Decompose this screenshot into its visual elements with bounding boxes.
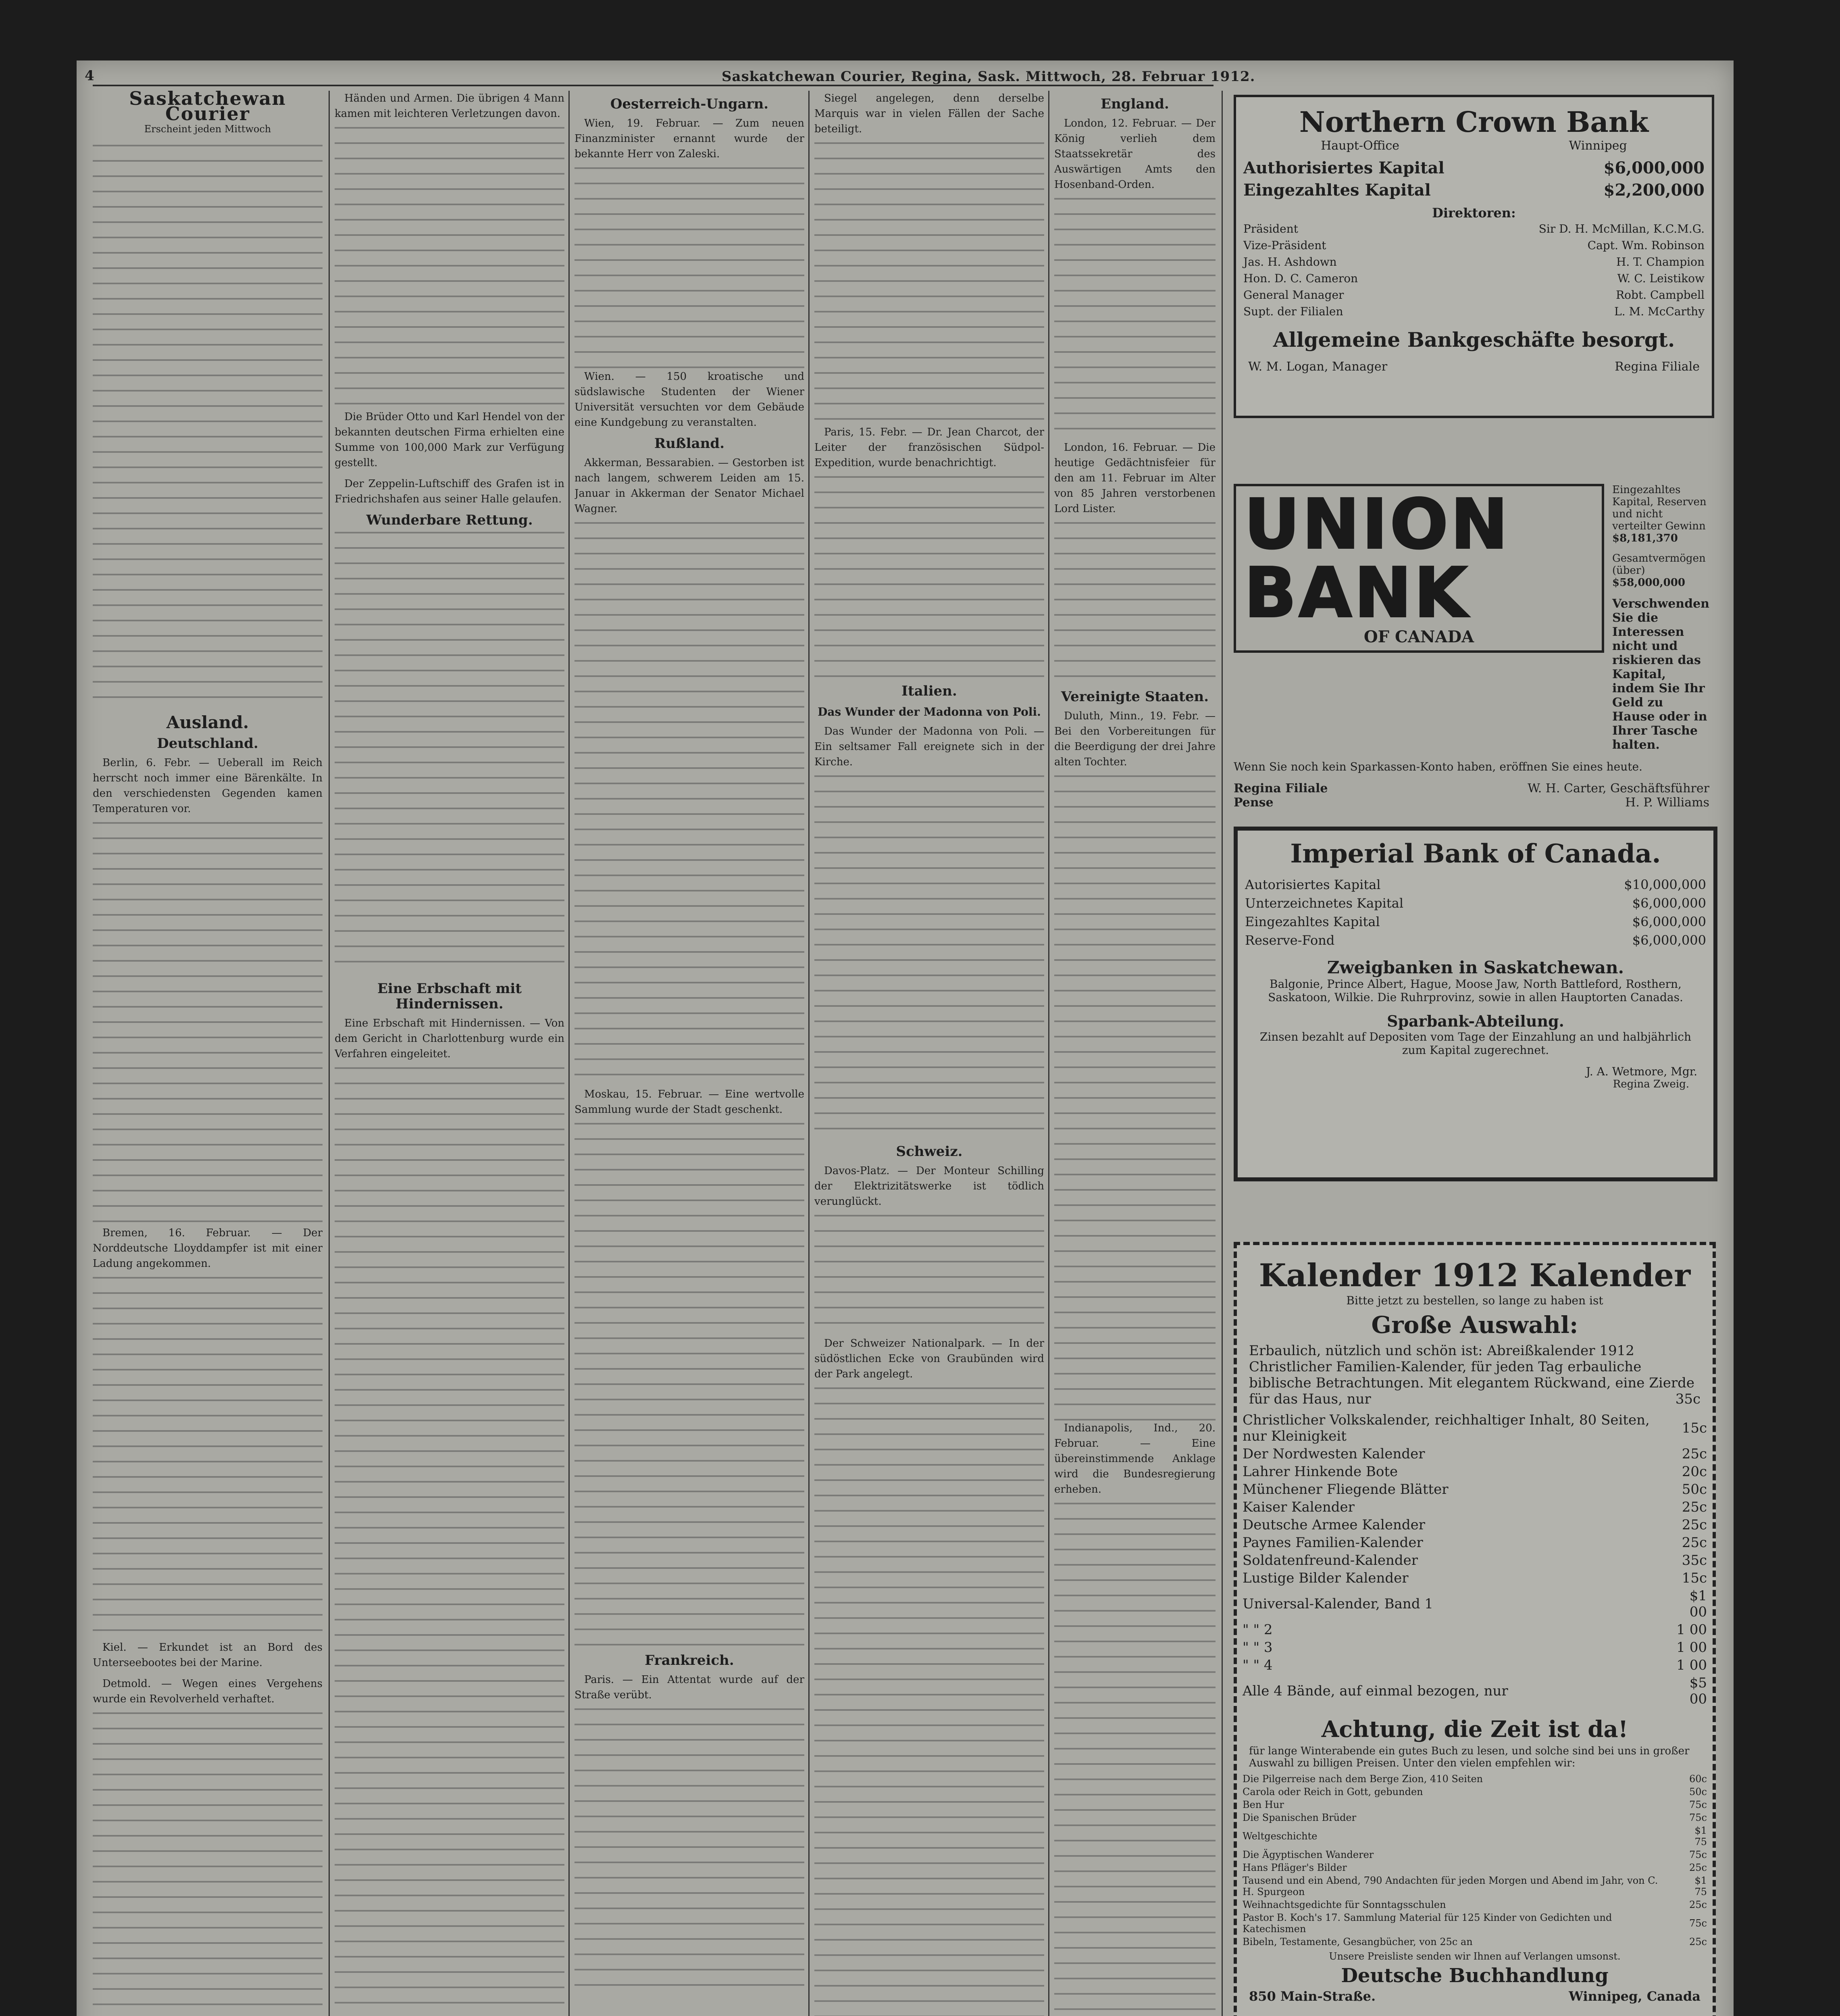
- text-block: [1054, 522, 1216, 683]
- item-name: Lahrer Hinkende Bote: [1243, 1464, 1398, 1480]
- item-name: Der Nordwesten Kalender: [1243, 1446, 1425, 1462]
- book-name: Tausend und ein Abend, 790 Andachten für jeden Morgen und Abend im Jahr, von C. H. Spurgeon: [1243, 1875, 1658, 1897]
- section-heading: Vereinigte Staaten.: [1061, 689, 1209, 705]
- item-name: Christlicher Volkskalender, reichhaltiger Inhalt, 80 Seiten, nur Kleinigkeit: [1243, 1412, 1650, 1444]
- union-top: [1234, 484, 1709, 752]
- paper-subtitle: Erscheint jeden Mittwoch: [144, 123, 271, 135]
- calendar-price-list: [1237, 1411, 1713, 1708]
- capital-label: Eingezahltes Kapital: [1243, 181, 1431, 200]
- table-row: [1237, 1772, 1713, 1785]
- item-price: 25c: [1682, 1499, 1707, 1515]
- bank-name: Imperial Bank of Canada.: [1290, 839, 1661, 869]
- union-branch-2: [1234, 796, 1709, 810]
- item-price: 35c: [1682, 1552, 1707, 1568]
- branch: Regina Filiale: [1615, 360, 1700, 374]
- ad-kalender: [1234, 1242, 1716, 2016]
- table-row: [1237, 1798, 1713, 1811]
- section-heading: Ausland.: [166, 712, 249, 732]
- capital-table: [1236, 157, 1712, 201]
- article-paragraph: Akkerman, Bessarabien. — Gestorben ist nach langem, schwerem Leiden am 15. Januar in Akkerman der Senator Michael Wagner.: [574, 457, 804, 515]
- branch-manager: W. H. Carter, Geschäftsführer: [1528, 781, 1709, 796]
- item-price: 15c: [1682, 1420, 1707, 1436]
- figure-row: [1612, 552, 1709, 589]
- table-row: [1237, 1463, 1713, 1481]
- column-1: [93, 91, 323, 2016]
- bank-slogan: Allgemeine Bankgeschäfte besorgt.: [1273, 328, 1675, 352]
- capital-value: $6,000,000: [1632, 933, 1706, 948]
- paper-title: Saskatchewan Courier: [129, 91, 286, 125]
- subheading: Wunderbare Rettung.: [366, 512, 533, 528]
- capital-value: $10,000,000: [1624, 877, 1706, 892]
- table-row: [1238, 931, 1713, 950]
- manager: J. A. Wetmore, Mgr.: [1586, 1065, 1697, 1078]
- subheading: Deutschland.: [157, 735, 258, 752]
- table-row: [1237, 1861, 1713, 1874]
- book-price: 60c: [1689, 1773, 1707, 1785]
- capital-label: Unterzeichnetes Kapital: [1245, 896, 1404, 911]
- capital-label: Authorisiertes Kapital: [1243, 158, 1445, 177]
- figure-row: [1612, 484, 1709, 544]
- book-price: 25c: [1689, 1936, 1707, 1947]
- book-price: 75c: [1689, 1812, 1707, 1823]
- branches-list: Balgonie, Prince Albert, Hague, Moose Jaw, North Battleford, Rosthern, Saskatoon, Wilkie. Die Ruhrprovinz, sowie in allen Hauptorten Canadas.: [1268, 977, 1683, 1004]
- article-paragraph: Kiel. — Erkundet ist an Bord des Unterseebootes bei der Marine.: [93, 1641, 323, 1669]
- office-city: Winnipeg: [1569, 139, 1627, 153]
- branch: Regina Zweig.: [1613, 1078, 1689, 1090]
- shop-name: Deutsche Buchhandlung: [1341, 1964, 1609, 1987]
- article-paragraph: Wien, 19. Februar. — Zum neuen Finanzminister ernannt wurde der bekannte Herr von Zaleski.: [574, 117, 804, 160]
- savings-text: Zinsen bezahlt auf Depositen vom Tage der Einzahlung an und halbjährlich zum Kapital zugerechnet.: [1259, 1030, 1692, 1057]
- table-row: [1236, 237, 1712, 254]
- capital-table: [1238, 875, 1713, 950]
- article-paragraph: Bremen, 16. Februar. — Der Norddeutsche Lloyddampfer ist mit einer Ladung angekommen.: [93, 1227, 323, 1270]
- ad-union-bank: [1234, 484, 1709, 827]
- table-row: [1236, 157, 1712, 179]
- union-logo-box: [1234, 484, 1604, 653]
- header-rule: [93, 85, 1213, 86]
- article-paragraph: Moskau, 15. Februar. — Eine wertvolle Sammlung wurde der Stadt geschenkt.: [574, 1088, 804, 1116]
- calendar-title: Kalender 1912 Kalender: [1259, 1257, 1691, 1294]
- table-row: [1237, 1411, 1713, 1445]
- table-row: [1237, 1911, 1713, 1935]
- item-price: $1 00: [1689, 1588, 1707, 1620]
- item-name: Kaiser Kalender: [1243, 1499, 1355, 1515]
- table-row: [1237, 1874, 1713, 1898]
- book-price-list: [1237, 1772, 1713, 1948]
- text-block: [93, 822, 323, 1225]
- column-3: [574, 91, 804, 2016]
- item-price: 20c: [1682, 1464, 1707, 1480]
- article-paragraph: Händen und Armen. Die übrigen 4 Mann kamen mit leichteren Verletzungen davon.: [335, 92, 564, 120]
- director-role: Jas. H. Ashdown: [1243, 255, 1337, 269]
- section-heading: Frankreich.: [645, 1652, 734, 1668]
- table-row: [1237, 1552, 1713, 1569]
- item-price: 15c: [1682, 1570, 1707, 1586]
- branch-city: Regina Filiale: [1234, 781, 1328, 796]
- article-paragraph: Davos-Platz. — Der Monteur Schilling der Elektrizitätswerke ist tödlich verunglückt.: [814, 1165, 1044, 1208]
- director-role: General Manager: [1243, 288, 1344, 302]
- director-role: Hon. D. C. Cameron: [1243, 272, 1358, 285]
- branches-heading: Zweigbanken in Saskatchewan.: [1327, 958, 1624, 977]
- capital-value: $6,000,000: [1603, 158, 1705, 177]
- table-row: [1237, 1569, 1713, 1587]
- column-rule: [1222, 91, 1223, 2016]
- description-text: Erbaulich, nützlich und schön ist: Abreißkalender 1912 Christlicher Familien-Kalender, für jeden Tag erbauliche biblische Betrachtungen. Mit elegantem Rückwand, eine Zierde für das Haus, nur: [1249, 1343, 1694, 1407]
- text-block: [93, 1712, 323, 2016]
- book-price: 50c: [1689, 1786, 1707, 1797]
- director-role: Supt. der Filialen: [1243, 305, 1343, 318]
- subheading: Das Wunder der Madonna von Poli.: [818, 705, 1041, 719]
- book-name: Hans Pfläger's Bilder: [1243, 1862, 1347, 1873]
- article-paragraph: London, 12. Februar. — Der König verlieh dem Staatssekretär des Auswärtigen Amts den Hosenband-Orden.: [1054, 117, 1216, 191]
- item-price: 1 00: [1676, 1657, 1707, 1673]
- article-paragraph: Die Brüder Otto und Karl Hendel von der bekannten deutschen Firma erhielten eine Summe von 100,000 Mark zur Verfügung gestellt.: [335, 411, 564, 469]
- figure-value: $58,000,000: [1612, 577, 1685, 589]
- table-row: [1237, 1445, 1713, 1463]
- section-heading: Rußland.: [654, 435, 725, 452]
- column-4: [814, 91, 1044, 2016]
- item-price: 25c: [1682, 1517, 1707, 1533]
- item-price: 50c: [1682, 1481, 1707, 1497]
- branch-city: Pense: [1234, 796, 1274, 810]
- item-name: " " 4: [1243, 1657, 1273, 1673]
- article-paragraph: Detmold. — Wegen eines Vergehens wurde ein Revolverheld verhaftet.: [93, 1678, 323, 1705]
- item-name: " " 2: [1243, 1622, 1273, 1638]
- newspaper-page: [77, 60, 1734, 2016]
- book-name: Weihnachtsgedichte für Sonntagsschulen: [1243, 1899, 1446, 1910]
- table-row: [1237, 1824, 1713, 1848]
- section-heading: England.: [1101, 96, 1169, 112]
- book-price: 25c: [1689, 1862, 1707, 1873]
- item-name: Lustige Bilder Kalender: [1243, 1570, 1409, 1586]
- text-block: [1054, 775, 1216, 1420]
- capital-value: $6,000,000: [1632, 914, 1706, 929]
- table-row: [1238, 875, 1713, 894]
- directors-table: [1236, 221, 1712, 320]
- book-name: Pastor B. Koch's 17. Sammlung Material für 125 Kinder von Gedichten und Katechismen: [1243, 1912, 1612, 1935]
- text-block: [1054, 198, 1216, 440]
- article-paragraph: Eine Erbschaft mit Hindernissen. — Von dem Gericht in Charlottenburg wurde ein Verfahren eingeleitet.: [335, 1017, 564, 1060]
- closing-text: Unsere Preisliste senden wir Ihnen auf Verlangen umsonst.: [1329, 1951, 1621, 1962]
- table-row: [1237, 1639, 1713, 1656]
- union-sub: OF CANADA: [1363, 627, 1474, 646]
- text-block: [814, 1215, 1044, 1336]
- article-paragraph: Das Wunder der Madonna von Poli. — Ein seltsamer Fall ereignete sich in der Kirche.: [814, 725, 1044, 768]
- office-label: Haupt-Office: [1321, 139, 1400, 153]
- text-block: [574, 522, 804, 1087]
- article-paragraph: Siegel angelegen, denn derselbe Marquis war in vielen Fällen der Sache beteiligt.: [814, 92, 1044, 135]
- article-paragraph: Der Zeppelin-Luftschiff des Grafen ist in Friedrichshafen aus seiner Halle gelaufen.: [335, 478, 564, 505]
- article-paragraph: London, 16. Februar. — Die heutige Gedächtnisfeier für den am 11. Februar im Alter von 85 Jahren verstorbenen Lord Lister.: [1054, 442, 1216, 515]
- book-price: $1 75: [1694, 1825, 1707, 1847]
- shop-footer: [1237, 1987, 1713, 2006]
- item-price: 1 00: [1676, 1639, 1707, 1656]
- text-block: [93, 1277, 323, 1640]
- calendar-intro: Bitte jetzt zu bestellen, so lange zu haben ist: [1346, 1294, 1603, 1307]
- capital-label: Reserve-Fond: [1245, 933, 1335, 948]
- capital-value: $2,200,000: [1603, 181, 1705, 200]
- article-paragraph: Der Schweizer Nationalpark. — In der südöstlichen Ecke von Graubünden wird der Park angelegt.: [814, 1337, 1044, 1380]
- book-name: Bibeln, Testamente, Gesangbücher, von 25c an: [1243, 1936, 1473, 1947]
- column-rule: [568, 91, 570, 2016]
- calendar-description: [1237, 1343, 1713, 1407]
- table-row: [1237, 1498, 1713, 1516]
- director-name: H. T. Champion: [1616, 255, 1705, 269]
- text-block: [814, 476, 1044, 678]
- director-name: W. C. Leistikow: [1617, 272, 1705, 285]
- shop-address: 850 Main-Straße.: [1249, 1989, 1376, 2004]
- ad-imperial-bank: [1234, 827, 1717, 1181]
- bank-footer: [1236, 352, 1712, 382]
- text-block: [574, 1708, 804, 1991]
- text-block: [814, 1387, 1044, 2016]
- item-price: 25c: [1682, 1446, 1707, 1462]
- table-row: [1238, 912, 1713, 931]
- figure-value: $8,181,370: [1612, 532, 1678, 544]
- section-heading: Italien.: [901, 683, 957, 699]
- directors-heading: Direktoren:: [1432, 205, 1516, 221]
- table-row: [1238, 894, 1713, 912]
- item-name: Universal-Kalender, Band 1: [1243, 1596, 1434, 1612]
- table-row: [1237, 1848, 1713, 1861]
- capital-label: Eingezahltes Kapital: [1245, 914, 1380, 929]
- article-paragraph: Paris. — Ein Attentat wurde auf der Straße verübt.: [574, 1674, 804, 1701]
- figure-label: Eingezahltes Kapital, Reserven und nicht verteilter Gewinn: [1612, 484, 1707, 532]
- table-row: [1237, 1785, 1713, 1798]
- table-row: [1236, 303, 1712, 320]
- notice-heading: Achtung, die Zeit ist da!: [1321, 1716, 1628, 1743]
- table-row: [1236, 179, 1712, 201]
- director-name: Sir D. H. McMillan, K.C.M.G.: [1538, 222, 1705, 235]
- text-block: [574, 167, 804, 369]
- book-name: Ben Hur: [1243, 1799, 1284, 1810]
- table-row: [1236, 287, 1712, 303]
- text-block: [93, 145, 323, 709]
- text-block: [814, 775, 1044, 1138]
- book-name: Die Ägyptischen Wanderer: [1243, 1849, 1374, 1860]
- calendar-heading: Große Auswahl:: [1371, 1311, 1578, 1339]
- table-row: [1237, 1481, 1713, 1498]
- table-row: [1237, 1935, 1713, 1948]
- table-row: [1237, 1534, 1713, 1552]
- table-row: [1237, 1656, 1713, 1674]
- item-name: Münchener Fliegende Blätter: [1243, 1481, 1449, 1497]
- manager: W. M. Logan, Manager: [1248, 360, 1388, 374]
- book-name: Carola oder Reich in Gott, gebunden: [1243, 1786, 1423, 1797]
- union-figures: [1604, 484, 1709, 752]
- book-name: Die Pilgerreise nach dem Berge Zion, 410 Seiten: [1243, 1773, 1483, 1785]
- article-paragraph: Duluth, Minn., 19. Febr. — Bei den Vorbereitungen für die Beerdigung der drei Jahre alten Tochter.: [1054, 710, 1216, 768]
- text-block: [1054, 1503, 1216, 2016]
- table-row: [1237, 1898, 1713, 1911]
- description-price: 35c: [1675, 1391, 1701, 1407]
- item-name: Soldatenfreund-Kalender: [1243, 1552, 1418, 1568]
- union-note: Wenn Sie noch kein Sparkassen-Konto haben, eröffnen Sie eines heute.: [1234, 760, 1642, 773]
- column-rule: [808, 91, 810, 2016]
- item-name: Deutsche Armee Kalender: [1243, 1517, 1426, 1533]
- capital-value: $6,000,000: [1632, 896, 1706, 911]
- director-role: Vize-Präsident: [1243, 239, 1326, 252]
- text-block: [574, 1123, 804, 1647]
- column-rule: [1048, 91, 1049, 2016]
- table-row: [1237, 1516, 1713, 1534]
- director-name: Capt. Wm. Robinson: [1587, 239, 1705, 252]
- ad-northern-crown-bank: [1234, 95, 1714, 418]
- table-row: [1237, 1587, 1713, 1621]
- item-name: " " 3: [1243, 1639, 1273, 1656]
- book-price: 75c: [1689, 1849, 1707, 1860]
- table-row: [1236, 254, 1712, 270]
- column-5: [1054, 91, 1216, 2016]
- text-block: [814, 142, 1044, 425]
- item-name: Paynes Familien-Kalender: [1243, 1535, 1423, 1551]
- section-heading: Oesterreich-Ungarn.: [610, 96, 769, 112]
- subheading: Eine Erbschaft mit Hindernissen.: [377, 981, 522, 1012]
- table-row: [1236, 221, 1712, 237]
- shop-city: Winnipeg, Canada: [1569, 1989, 1701, 2004]
- item-name: Alle 4 Bände, auf einmal bezogen, nur: [1243, 1683, 1508, 1699]
- text-block: [335, 532, 564, 975]
- article-paragraph: Paris, 15. Febr. — Dr. Jean Charcot, der Leiter der französischen Südpol-Expedition, wurde benachrichtigt.: [814, 426, 1044, 469]
- article-paragraph: Indianapolis, Ind., 20. Februar. — Eine übereinstimmende Anklage wird die Bundesregierung erheben.: [1054, 1422, 1216, 1495]
- director-role: Präsident: [1243, 222, 1299, 235]
- page-number: 4: [85, 68, 95, 84]
- column-2: [335, 91, 564, 2016]
- article-paragraph: Berlin, 6. Febr. — Ueberall im Reich herrscht noch immer eine Bärenkälte. In den verschiedensten Gegenden kamen Temperaturen vor.: [93, 757, 323, 815]
- item-price: $5 00: [1689, 1675, 1707, 1707]
- branch-manager: H. P. Williams: [1625, 796, 1709, 810]
- book-price: 25c: [1689, 1899, 1707, 1910]
- section-heading: Schweiz.: [896, 1143, 963, 1160]
- text-block: [335, 127, 564, 409]
- union-branch-1: [1234, 781, 1709, 796]
- table-row: [1237, 1621, 1713, 1639]
- book-name: Die Spanischen Brüder: [1243, 1812, 1357, 1823]
- book-price: $1 75: [1694, 1875, 1707, 1897]
- header-line: Saskatchewan Courier, Regina, Sask. Mittwoch, 28. Februar 1912.: [722, 69, 1255, 85]
- table-row: [1237, 1811, 1713, 1824]
- column-rule: [329, 91, 330, 2016]
- director-name: L. M. McCarthy: [1614, 305, 1705, 318]
- article-paragraph: Wien. — 150 kroatische und südslawische Studenten der Wiener Universität versuchten vor dem Gebäude eine Kundgebung zu veranstalten.: [574, 371, 804, 429]
- bank-office: [1236, 139, 1712, 153]
- union-tagline: Verschwenden Sie die Interessen nicht und riskieren das Kapital, indem Sie Ihr Geld zu Hause oder in Ihrer Tasche halten.: [1612, 597, 1709, 752]
- bank-name: Northern Crown Bank: [1299, 105, 1649, 139]
- notice-text: für lange Winterabende ein gutes Buch zu lesen, und solche sind bei uns in großer Auswahl zu billigen Preisen. Unter den vielen empfehlen wir:: [1249, 1745, 1690, 1769]
- item-price: 25c: [1682, 1535, 1707, 1551]
- capital-label: Autorisiertes Kapital: [1245, 877, 1381, 892]
- item-price: 1 00: [1676, 1622, 1707, 1638]
- text-block: [335, 1067, 564, 2016]
- figure-label: Gesamtvermögen (über): [1612, 552, 1706, 577]
- director-name: Robt. Campbell: [1616, 288, 1705, 302]
- book-price: 75c: [1689, 1918, 1707, 1929]
- table-row: [1237, 1674, 1713, 1708]
- table-row: [1236, 270, 1712, 287]
- book-price: 75c: [1689, 1799, 1707, 1810]
- union-logo: UNION BANK: [1244, 485, 1511, 633]
- book-name: Weltgeschichte: [1243, 1831, 1318, 1842]
- savings-heading: Sparbank-Abteilung.: [1387, 1012, 1564, 1030]
